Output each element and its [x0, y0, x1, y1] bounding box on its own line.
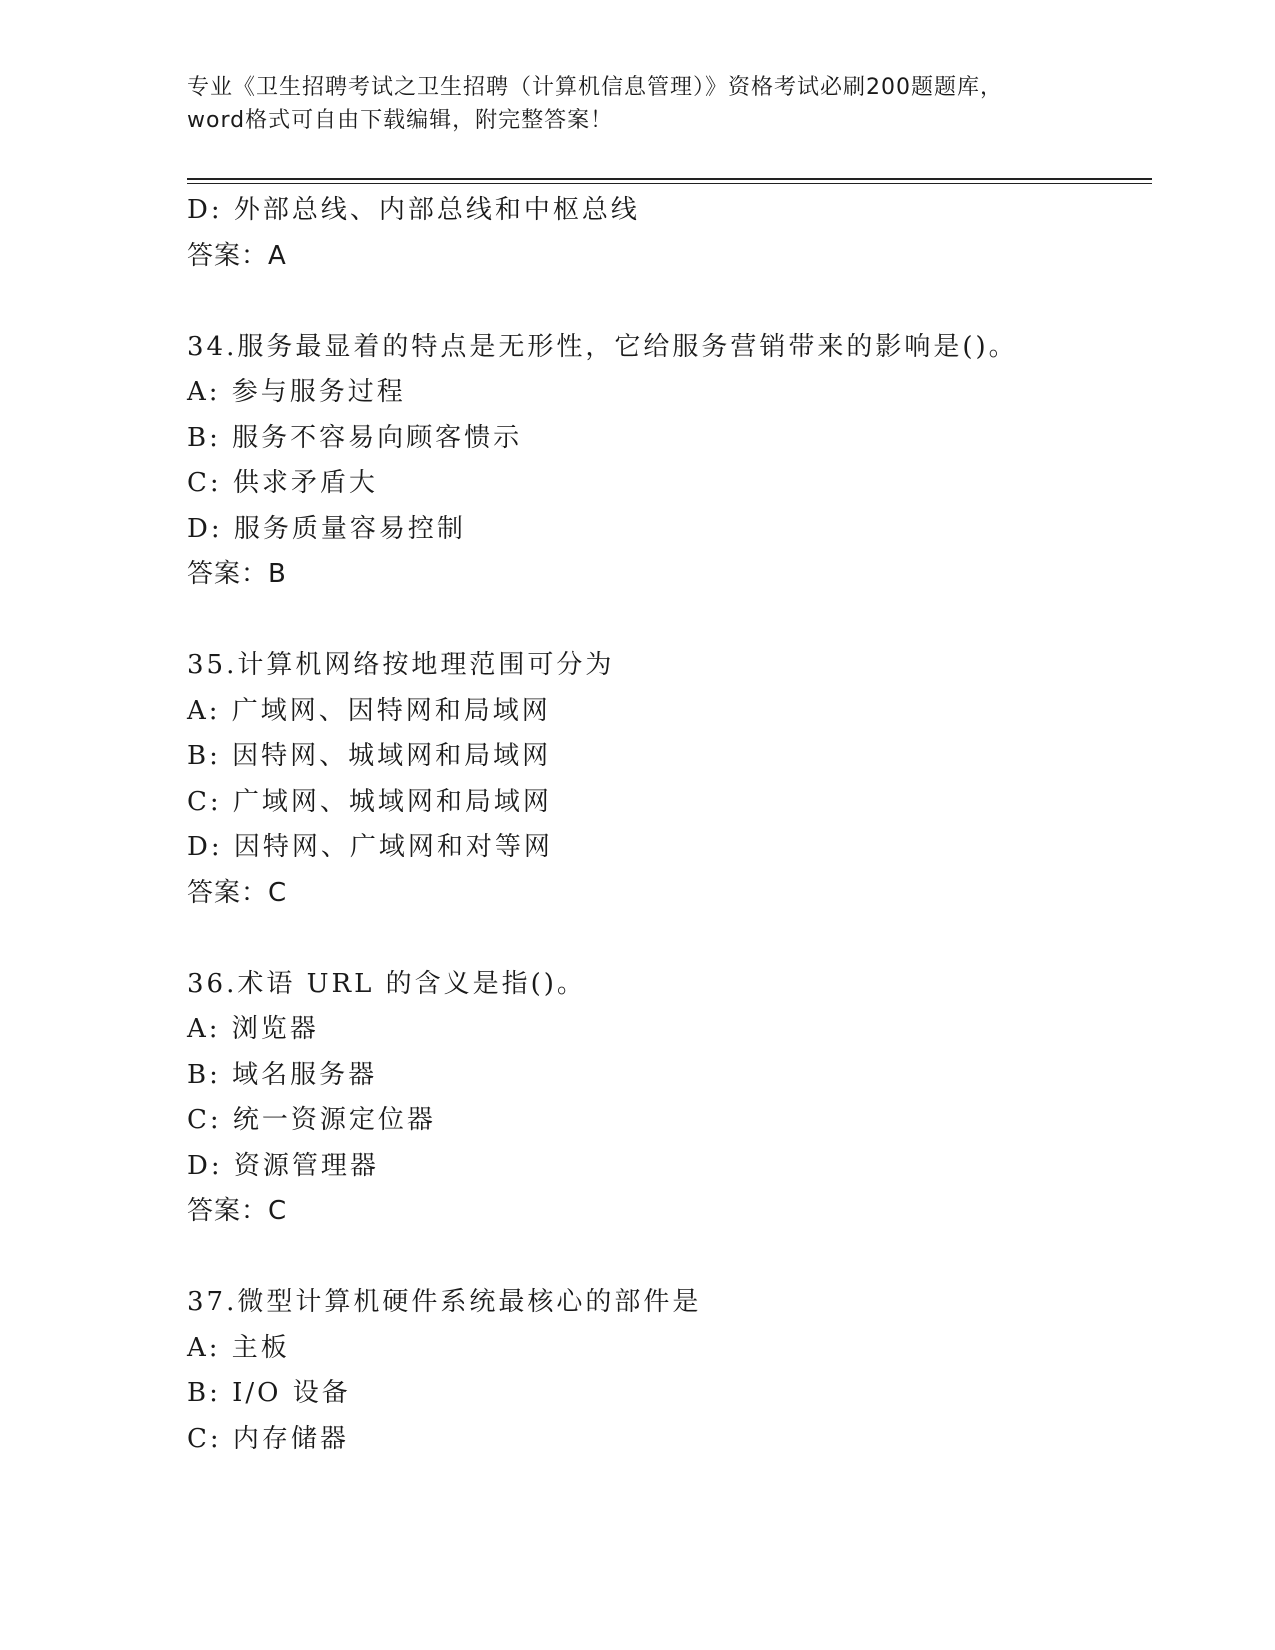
- option-b: B: 因特网、城域网和局域网: [187, 741, 552, 771]
- header-line-1: 专业《卫生招聘考试之卫生招聘（计算机信息管理）》资格考试必刷200题题库，: [187, 75, 1003, 100]
- answer-line: 答案：B: [187, 559, 287, 589]
- option-b: B: 服务不容易向顾客愦示: [187, 422, 523, 453]
- option-d: D: 因特网、广域网和对等网: [187, 832, 553, 862]
- question-stem: 37.微型计算机硬件系统最核心的部件是: [187, 1287, 702, 1317]
- answer-line: 答案：C: [187, 877, 288, 908]
- document-header: [187, 71, 1107, 137]
- option-a: A: 浏览器: [187, 1014, 319, 1044]
- option-d: D: 服务质量容易控制: [187, 513, 466, 544]
- option-c: C: 广域网、城域网和局域网: [187, 786, 552, 817]
- answer-line: 答案：A: [187, 240, 287, 271]
- option-c: C: 供求矛盾大: [187, 468, 378, 498]
- header-divider-thick: [187, 178, 1152, 180]
- option-d: D: 资源管理器: [187, 1150, 379, 1181]
- spacer: [187, 916, 1147, 962]
- option-a: A: 广域网、因特网和局域网: [187, 695, 551, 726]
- question-stem: 34.服务最显着的特点是无形性，它给服务营销带来的影响是()。: [187, 331, 1018, 362]
- option-c: C: 内存储器: [187, 1423, 349, 1454]
- option-d: D: 外部总线、内部总线和中枢总线: [187, 195, 640, 225]
- option-c: C: 统一资源定位器: [187, 1105, 436, 1135]
- option-a: A: 参与服务过程: [187, 377, 406, 407]
- header-divider-thin: [187, 183, 1152, 184]
- header-line-2: word格式可自由下载编辑，附完整答案！: [187, 108, 614, 133]
- option-b: B: I/O 设备: [187, 1378, 351, 1408]
- answer-line: 答案：C: [187, 1196, 288, 1226]
- question-stem: 35.计算机网络按地理范围可分为: [187, 650, 615, 680]
- option-b: B: 域名服务器: [187, 1059, 378, 1090]
- spacer: [187, 1235, 1147, 1281]
- spacer: [187, 279, 1147, 325]
- question-list: [187, 188, 1147, 1462]
- spacer: [187, 598, 1147, 644]
- question-stem: 36.术语 URL 的含义是指()。: [187, 968, 586, 999]
- option-a: A: 主板: [187, 1332, 290, 1363]
